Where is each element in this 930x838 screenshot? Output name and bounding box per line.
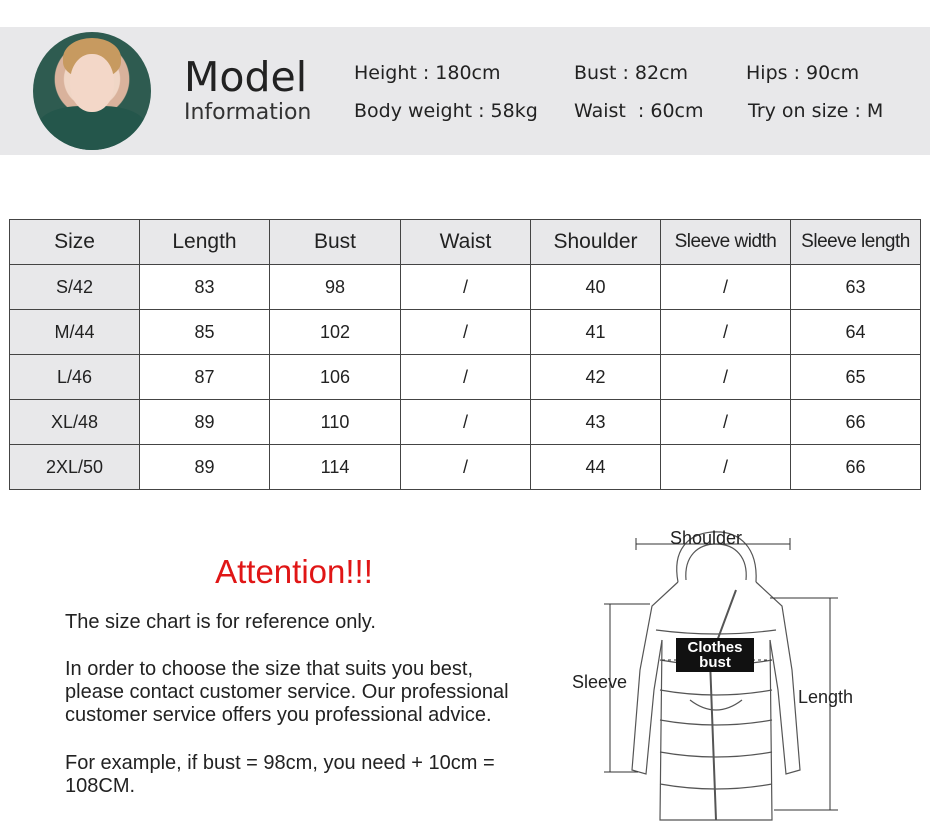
model-title: Model — [184, 53, 308, 101]
model-hips: Hips : 90cm — [746, 62, 860, 84]
garment-measurement-diagram — [560, 520, 930, 838]
cell-waist: / — [401, 355, 531, 400]
header-sleeve-length: Sleeve length — [791, 220, 921, 265]
header-size: Size — [10, 220, 140, 265]
cell-sleeve-length: 64 — [791, 310, 921, 355]
cell-sleeve-length: 66 — [791, 400, 921, 445]
cell-size: 2XL/50 — [10, 445, 140, 490]
cell-shoulder: 40 — [531, 265, 661, 310]
model-bust: Bust : 82cm — [574, 62, 689, 84]
cell-bust: 98 — [270, 265, 401, 310]
table-row — [10, 265, 921, 310]
note-example: For example, if bust = 98cm, you need + 10cm = 108CM. — [65, 752, 495, 797]
cell-sleeve-width: / — [661, 355, 791, 400]
model-body-weight: Body weight : 58kg — [354, 100, 538, 122]
cell-length: 89 — [140, 400, 270, 445]
cell-sleeve-length: 65 — [791, 355, 921, 400]
note-reference-only: The size chart is for reference only. — [65, 611, 376, 633]
cell-size: S/42 — [10, 265, 140, 310]
diagram-label-sleeve: Sleeve — [572, 672, 628, 692]
model-try-on-size: Try on size : M — [748, 100, 884, 122]
cell-waist: / — [401, 445, 531, 490]
cell-bust: 106 — [270, 355, 401, 400]
model-avatar — [33, 32, 151, 150]
cell-sleeve-width: / — [661, 400, 791, 445]
cell-sleeve-width: / — [661, 310, 791, 355]
cell-sleeve-width: / — [661, 445, 791, 490]
size-chart-table — [9, 219, 921, 490]
header-waist: Waist — [401, 220, 531, 265]
header-shoulder: Shoulder — [531, 220, 661, 265]
table-row — [10, 445, 921, 490]
attention-heading: Attention!!! — [215, 553, 373, 590]
cell-length: 85 — [140, 310, 270, 355]
cell-sleeve-width: / — [661, 265, 791, 310]
cell-shoulder: 43 — [531, 400, 661, 445]
diagram-label-length: Length — [798, 687, 854, 707]
table-row — [10, 355, 921, 400]
cell-sleeve-length: 66 — [791, 445, 921, 490]
cell-waist: / — [401, 265, 531, 310]
bust-tag-line1: Clothes — [687, 639, 743, 656]
cell-bust: 110 — [270, 400, 401, 445]
cell-size: L/46 — [10, 355, 140, 400]
cell-bust: 114 — [270, 445, 401, 490]
cell-size: XL/48 — [10, 400, 140, 445]
cell-waist: / — [401, 310, 531, 355]
diagram-clothes-bust-tag — [676, 638, 754, 672]
cell-length: 87 — [140, 355, 270, 400]
header-length: Length — [140, 220, 270, 265]
cell-length: 89 — [140, 445, 270, 490]
cell-shoulder: 42 — [531, 355, 661, 400]
table-row — [10, 310, 921, 355]
avatar-face — [70, 54, 114, 112]
diagram-label-shoulder: Shoulder — [670, 528, 743, 548]
bust-tag-line2: bust — [699, 654, 731, 671]
header-bust: Bust — [270, 220, 401, 265]
cell-size: M/44 — [10, 310, 140, 355]
model-waist: Waist : 60cm — [574, 100, 704, 122]
cell-shoulder: 44 — [531, 445, 661, 490]
cell-sleeve-length: 63 — [791, 265, 921, 310]
table-row — [10, 400, 921, 445]
cell-shoulder: 41 — [531, 310, 661, 355]
table-header-row — [10, 220, 921, 265]
model-info-band — [0, 27, 930, 155]
model-subtitle: Information — [184, 100, 312, 125]
cell-length: 83 — [140, 265, 270, 310]
note-contact-service: In order to choose the size that suits you best, please contact customer service. Our professional customer service offers you professional advice. — [65, 658, 509, 726]
cell-waist: / — [401, 400, 531, 445]
cell-bust: 102 — [270, 310, 401, 355]
model-height: Height : 180cm — [354, 62, 501, 84]
avatar-collar — [38, 106, 146, 150]
header-sleeve-width: Sleeve width — [661, 220, 791, 265]
